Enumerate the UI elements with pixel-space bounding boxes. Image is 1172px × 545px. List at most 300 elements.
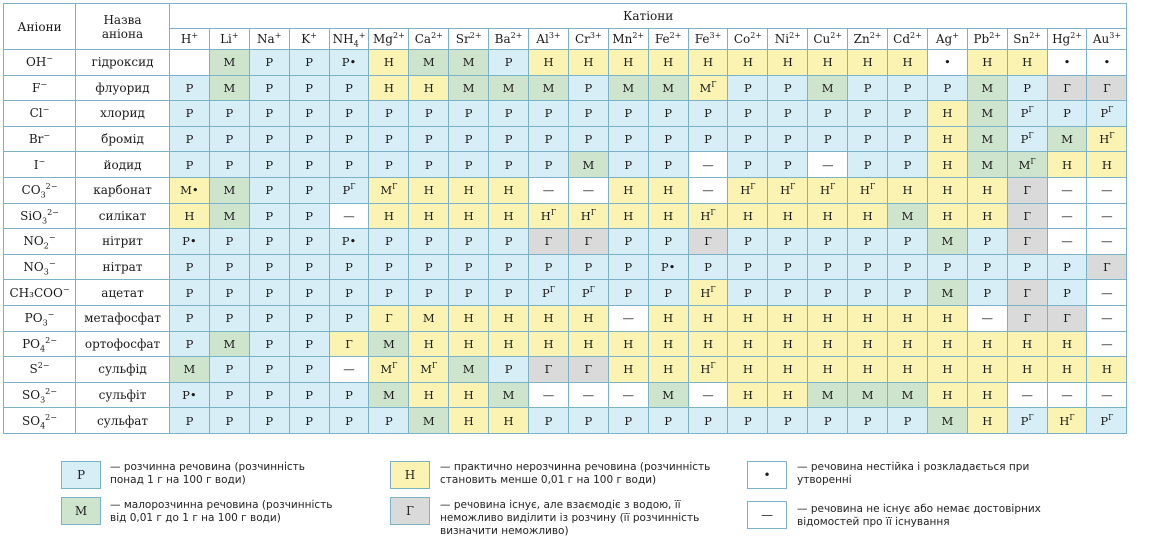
solubility-cell: Н	[808, 305, 848, 331]
solubility-cell: Н	[728, 305, 768, 331]
solubility-cell: —	[1087, 305, 1127, 331]
solubility-cell: Г	[1087, 75, 1127, 101]
solubility-cell: Р	[888, 229, 928, 255]
solubility-cell: Р	[608, 280, 648, 306]
cation-header: $Au^{3+}$	[1087, 29, 1127, 50]
cation-header: $Cr^{3+}$	[568, 29, 608, 50]
solubility-cell: Р	[1007, 75, 1047, 101]
solubility-cell: $Р^Г$	[1087, 408, 1127, 434]
solubility-cell: Р	[489, 101, 529, 127]
solubility-cell: Р	[329, 152, 369, 178]
solubility-cell: Р	[888, 408, 928, 434]
solubility-cell: Р	[289, 408, 329, 434]
solubility-cell: Р	[848, 152, 888, 178]
solubility-cell: Р	[888, 254, 928, 280]
solubility-cell: М	[170, 357, 210, 383]
solubility-cell: Н	[768, 203, 808, 229]
anion-name: сульфіт	[76, 382, 170, 408]
solubility-cell: Н	[728, 382, 768, 408]
solubility-cell: Н	[927, 177, 967, 203]
solubility-cell: Н	[848, 50, 888, 76]
solubility-cell: Р	[728, 126, 768, 152]
solubility-cell: Н	[808, 203, 848, 229]
solubility-cell: Р•	[329, 50, 369, 76]
solubility-cell: —	[1047, 382, 1087, 408]
solubility-cell: —	[688, 152, 728, 178]
solubility-cell: $Р^Г$	[1007, 101, 1047, 127]
solubility-cell: Н	[449, 177, 489, 203]
solubility-cell: Р	[449, 280, 489, 306]
solubility-cell: Н	[967, 408, 1007, 434]
solubility-cell: Р	[209, 280, 249, 306]
solubility-cell: Н	[170, 203, 210, 229]
solubility-cell: Р	[1047, 101, 1087, 127]
anion-formula: $NO_3^-$	[4, 254, 76, 280]
cation-header: $Sr^{2+}$	[449, 29, 489, 50]
solubility-cell: Н	[888, 331, 928, 357]
anion-formula: I−	[4, 152, 76, 178]
solubility-cell: Г	[1007, 229, 1047, 255]
anion-name: гідроксид	[76, 50, 170, 76]
solubility-cell: М	[808, 382, 848, 408]
legend-text-soluble: — розчинна речовина (розчинність понад 1 г на 100 г води)	[110, 461, 305, 486]
anion-formula: $PO_3^-$	[4, 305, 76, 331]
solubility-cell: Р	[249, 229, 289, 255]
solubility-cell: Р	[768, 152, 808, 178]
solubility-cell: Р	[568, 101, 608, 127]
solubility-cell: Р	[209, 101, 249, 127]
solubility-cell: Г	[688, 229, 728, 255]
anion-formula: SiO$_3^{2-}$	[4, 203, 76, 229]
solubility-cell: Р	[289, 101, 329, 127]
solubility-cell: Р	[568, 75, 608, 101]
solubility-cell: Н	[529, 331, 569, 357]
solubility-cell: —	[688, 177, 728, 203]
solubility-cell: Н	[449, 203, 489, 229]
legend-symbol-insoluble: Н	[390, 461, 430, 489]
solubility-cell: Н	[927, 126, 967, 152]
legend-text-unstable: — речовина нестійка і розкладається при утворенні	[797, 461, 1030, 486]
solubility-cell: —	[568, 382, 608, 408]
cations-header: Катіони	[170, 4, 1127, 29]
solubility-cell: Р	[568, 254, 608, 280]
solubility-cell: $Н^Г$	[848, 177, 888, 203]
solubility-cell: Р	[369, 254, 409, 280]
solubility-cell: М	[449, 50, 489, 76]
solubility-cell: Н	[608, 50, 648, 76]
solubility-cell: Р	[848, 75, 888, 101]
solubility-cell: Н	[409, 203, 449, 229]
solubility-cell: —	[1087, 203, 1127, 229]
solubility-cell: Р	[449, 126, 489, 152]
solubility-cell: Р	[249, 408, 289, 434]
solubility-cell: Н	[768, 50, 808, 76]
cation-header: Li+	[209, 29, 249, 50]
solubility-cell: Н	[967, 50, 1007, 76]
cation-header: $Al^{3+}$	[529, 29, 569, 50]
solubility-cell: Р	[728, 101, 768, 127]
solubility-cell: Н	[927, 357, 967, 383]
solubility-cell: —	[608, 382, 648, 408]
anion-name: карбонат	[76, 177, 170, 203]
solubility-cell: М	[529, 75, 569, 101]
anion-formula: Br−	[4, 126, 76, 152]
solubility-cell: Р	[728, 280, 768, 306]
anion-name: ацетат	[76, 280, 170, 306]
anion-formula: $NO_2^-$	[4, 229, 76, 255]
solubility-cell: Р	[289, 126, 329, 152]
solubility-cell: Н	[927, 203, 967, 229]
solubility-cell: Г	[568, 357, 608, 383]
solubility-cell: М	[209, 177, 249, 203]
solubility-cell: М	[489, 75, 529, 101]
solubility-cell: Р	[170, 101, 210, 127]
solubility-cell: М	[648, 75, 688, 101]
solubility-cell: Р•	[170, 229, 210, 255]
solubility-cell: Н	[648, 331, 688, 357]
anion-name: флуорид	[76, 75, 170, 101]
solubility-cell: Р	[449, 101, 489, 127]
solubility-cell: Р	[768, 75, 808, 101]
solubility-cell: $Р^Г$	[568, 280, 608, 306]
solubility-cell: Р	[967, 280, 1007, 306]
anion-name: метафосфат	[76, 305, 170, 331]
solubility-cell: Р	[369, 126, 409, 152]
solubility-cell: Р	[489, 152, 529, 178]
solubility-cell: Р	[249, 254, 289, 280]
solubility-cell: Р	[808, 101, 848, 127]
solubility-cell: Н	[768, 382, 808, 408]
solubility-cell: Н	[967, 203, 1007, 229]
solubility-cell: Р	[369, 229, 409, 255]
solubility-cell: М	[449, 357, 489, 383]
anion-formula: F−	[4, 75, 76, 101]
anion-formula: Cl−	[4, 101, 76, 127]
solubility-cell: Р	[529, 408, 569, 434]
solubility-cell: М	[409, 50, 449, 76]
anion-name: ортофосфат	[76, 331, 170, 357]
cation-header: $Co^{2+}$	[728, 29, 768, 50]
solubility-cell: М	[369, 382, 409, 408]
solubility-cell: Р	[289, 305, 329, 331]
solubility-cell: Г	[1047, 305, 1087, 331]
solubility-cell: Р	[329, 101, 369, 127]
solubility-cell: Р	[648, 408, 688, 434]
solubility-cell: Р	[1047, 254, 1087, 280]
solubility-cell: Р	[888, 75, 928, 101]
solubility-cell: $Р^Г$	[1007, 408, 1047, 434]
solubility-cell: —	[1047, 203, 1087, 229]
solubility-cell: $Н^Г$	[808, 177, 848, 203]
solubility-cell: Н	[1087, 152, 1127, 178]
solubility-cell: Р	[329, 280, 369, 306]
solubility-cell: Р	[808, 126, 848, 152]
cation-header: $Fe^{2+}$	[648, 29, 688, 50]
solubility-cell: Г	[369, 305, 409, 331]
cation-header: $Cd^{2+}$	[888, 29, 928, 50]
solubility-cell: Р	[170, 408, 210, 434]
solubility-cell: Г	[568, 229, 608, 255]
solubility-cell: Р	[249, 152, 289, 178]
solubility-cell: Р	[209, 357, 249, 383]
solubility-cell: $М^Г$	[688, 75, 728, 101]
solubility-cell: Р	[409, 229, 449, 255]
solubility-cell: Р	[768, 254, 808, 280]
cation-header: $Hg^{2+}$	[1047, 29, 1087, 50]
solubility-cell: Н	[688, 50, 728, 76]
solubility-cell: Р	[209, 382, 249, 408]
solubility-cell: Р	[967, 229, 1007, 255]
solubility-cell: Н	[848, 305, 888, 331]
solubility-cell: М	[449, 75, 489, 101]
solubility-cell: $Н^Г$	[688, 203, 728, 229]
solubility-cell: —	[1087, 229, 1127, 255]
solubility-cell: $М^Г$	[1007, 152, 1047, 178]
solubility-cell: Н	[728, 357, 768, 383]
solubility-cell: Р	[249, 101, 289, 127]
solubility-cell: Р	[409, 101, 449, 127]
cation-header: H+	[170, 29, 210, 50]
solubility-cell: Р	[489, 280, 529, 306]
solubility-cell: М	[927, 229, 967, 255]
solubility-cell: М	[888, 382, 928, 408]
solubility-cell: Р	[967, 254, 1007, 280]
solubility-cell: $Р^Г$	[1007, 126, 1047, 152]
solubility-cell: Р	[728, 75, 768, 101]
solubility-cell: Н	[927, 305, 967, 331]
solubility-cell: Р	[888, 126, 928, 152]
solubility-cell: Р	[170, 75, 210, 101]
solubility-cell: Н	[409, 75, 449, 101]
solubility-cell: М•	[170, 177, 210, 203]
solubility-cell: Р	[688, 254, 728, 280]
solubility-cell: Н	[489, 305, 529, 331]
solubility-cell: Н	[489, 408, 529, 434]
cation-header: $Zn^{2+}$	[848, 29, 888, 50]
solubility-cell: Р	[768, 280, 808, 306]
solubility-cell: Р	[888, 280, 928, 306]
solubility-cell: Н	[688, 305, 728, 331]
solubility-cell: М	[967, 75, 1007, 101]
solubility-cell: Р	[608, 126, 648, 152]
solubility-cell: Г	[1087, 254, 1127, 280]
cation-header: $Pb^{2+}$	[967, 29, 1007, 50]
cation-header: $Ni^{2+}$	[768, 29, 808, 50]
solubility-cell: Р	[249, 126, 289, 152]
solubility-cell: Р	[608, 408, 648, 434]
cation-header: $Sn^{2+}$	[1007, 29, 1047, 50]
solubility-cell: Н	[449, 331, 489, 357]
solubility-cell: $Н^Г$	[568, 203, 608, 229]
solubility-cell: Р	[529, 254, 569, 280]
solubility-cell: М	[209, 203, 249, 229]
cation-header: $Mg^{2+}$	[369, 29, 409, 50]
anion-name: силікат	[76, 203, 170, 229]
solubility-cell: Р	[409, 126, 449, 152]
solubility-cell: Н	[608, 177, 648, 203]
solubility-cell: $Н^Г$	[529, 203, 569, 229]
solubility-cell: Н	[888, 305, 928, 331]
anion-formula: $PO_4^{2-}$	[4, 331, 76, 357]
solubility-cell: Н	[529, 50, 569, 76]
solubility-cell: Р	[170, 152, 210, 178]
solubility-cell: —	[529, 382, 569, 408]
solubility-cell: —	[1087, 177, 1127, 203]
solubility-cell: Р	[249, 203, 289, 229]
solubility-cell: Р	[209, 229, 249, 255]
solubility-cell: Н	[888, 177, 928, 203]
solubility-cell: Р	[768, 229, 808, 255]
solubility-cell: Р	[170, 280, 210, 306]
solubility-cell: Р	[209, 126, 249, 152]
anion-formula: $CO_3^{2-}$	[4, 177, 76, 203]
solubility-cell: Р	[808, 254, 848, 280]
solubility-cell: Р	[289, 152, 329, 178]
legend-text-slightly-soluble: — малорозчинна речовина (розчинність від 0,01 г до 1 г на 100 г води)	[110, 499, 333, 524]
anion-formula: CH₃COO−	[4, 280, 76, 306]
solubility-cell: Р	[249, 177, 289, 203]
solubility-cell: Н	[409, 331, 449, 357]
solubility-cell: М	[927, 408, 967, 434]
solubility-cell: Н	[808, 331, 848, 357]
solubility-cell: Р	[289, 177, 329, 203]
anion-name: йодид	[76, 152, 170, 178]
solubility-cell: М	[409, 305, 449, 331]
solubility-cell: Н	[808, 357, 848, 383]
anion-name-header-line2: аніона	[101, 26, 144, 41]
solubility-cell: Н	[728, 50, 768, 76]
solubility-cell: М	[888, 203, 928, 229]
solubility-cell: $Н^Г$	[768, 177, 808, 203]
solubility-cell: Р	[768, 126, 808, 152]
solubility-cell: $Н^Г$	[728, 177, 768, 203]
solubility-cell: Р	[648, 126, 688, 152]
solubility-cell: Р	[489, 254, 529, 280]
solubility-cell: •	[1047, 50, 1087, 76]
solubility-cell: Г	[1047, 75, 1087, 101]
solubility-cell: Р	[289, 203, 329, 229]
solubility-cell: Н	[967, 382, 1007, 408]
solubility-cell: Н	[927, 382, 967, 408]
solubility-cell: М	[648, 382, 688, 408]
solubility-cell: —	[1087, 331, 1127, 357]
solubility-cell: Р	[329, 305, 369, 331]
solubility-cell: Н	[927, 101, 967, 127]
solubility-cell: Р	[170, 254, 210, 280]
cation-header: $Mn^{2+}$	[608, 29, 648, 50]
solubility-cell: Н	[369, 75, 409, 101]
solubility-cell: Н	[768, 305, 808, 331]
solubility-cell: Р	[608, 254, 648, 280]
solubility-cell: Н	[568, 305, 608, 331]
solubility-cell: Н	[888, 50, 928, 76]
solubility-cell: —	[1087, 382, 1127, 408]
solubility-cell: Р	[209, 152, 249, 178]
anion-formula: $SO_4^{2-}$	[4, 408, 76, 434]
solubility-cell: Н	[409, 382, 449, 408]
solubility-cell: $Н^Г$	[1047, 408, 1087, 434]
solubility-cell: Р	[289, 382, 329, 408]
solubility-cell: Р	[688, 408, 728, 434]
anion-name: нітрит	[76, 229, 170, 255]
legend-symbol-not-exist: —	[747, 501, 787, 529]
solubility-cell: М	[369, 331, 409, 357]
solubility-cell: Р	[409, 254, 449, 280]
solubility-cell: Р•	[648, 254, 688, 280]
solubility-cell: Р	[848, 229, 888, 255]
solubility-cell: $М^Г$	[409, 357, 449, 383]
anion-name: хлорид	[76, 101, 170, 127]
solubility-cell: Р	[329, 382, 369, 408]
solubility-cell: $М^Г$	[369, 357, 409, 383]
solubility-cell: —	[329, 203, 369, 229]
solubility-cell: Р	[808, 280, 848, 306]
solubility-cell: Р	[728, 254, 768, 280]
solubility-cell: Р	[409, 152, 449, 178]
solubility-cell: Р	[369, 152, 409, 178]
solubility-cell: Р	[529, 152, 569, 178]
solubility-cell: М	[409, 408, 449, 434]
solubility-cell: Н	[568, 331, 608, 357]
solubility-cell: Р	[688, 101, 728, 127]
solubility-cell: —	[568, 177, 608, 203]
solubility-cell: —	[329, 357, 369, 383]
solubility-cell: Р	[648, 101, 688, 127]
solubility-cell: М	[489, 382, 529, 408]
solubility-cell: Н	[369, 203, 409, 229]
solubility-cell: Р	[808, 408, 848, 434]
solubility-cell: Н	[648, 177, 688, 203]
anions-header: Аніони	[4, 4, 76, 50]
solubility-cell: Р	[688, 126, 728, 152]
solubility-cell: —	[608, 305, 648, 331]
solubility-cell: Р	[209, 305, 249, 331]
cation-header: $Fe^{3+}$	[688, 29, 728, 50]
anion-name-header-line1: Назва	[103, 12, 142, 27]
solubility-cell: Н	[1007, 357, 1047, 383]
solubility-cell: —	[967, 305, 1007, 331]
solubility-cell: Н	[489, 203, 529, 229]
cation-header: $Ba^{2+}$	[489, 29, 529, 50]
solubility-cell: Р	[568, 408, 608, 434]
solubility-cell: Р	[449, 254, 489, 280]
solubility-cell: Р	[768, 101, 808, 127]
solubility-cell: Н	[848, 331, 888, 357]
solubility-cell: Н	[848, 203, 888, 229]
solubility-cell: Р	[728, 152, 768, 178]
solubility-cell: —	[688, 382, 728, 408]
solubility-cell: Р	[289, 357, 329, 383]
solubility-cell: Р	[329, 126, 369, 152]
solubility-cell: Р	[289, 254, 329, 280]
solubility-cell: М	[209, 50, 249, 76]
solubility-cell: Р	[249, 280, 289, 306]
solubility-cell: Р	[249, 357, 289, 383]
solubility-cell: $Н^Г$	[688, 357, 728, 383]
solubility-cell: Н	[1047, 152, 1087, 178]
solubility-cell: Р	[170, 305, 210, 331]
anion-name: сульфат	[76, 408, 170, 434]
solubility-cell: Р	[170, 126, 210, 152]
solubility-cell: Н	[808, 50, 848, 76]
solubility-cell: Н	[568, 50, 608, 76]
solubility-cell: Р	[808, 229, 848, 255]
legend-text-insoluble: — практично нерозчинна речовина (розчинність становить менше 0,01 г на 100 г води)	[440, 461, 711, 486]
solubility-cell: Р	[608, 229, 648, 255]
solubility-cell: Р	[608, 152, 648, 178]
solubility-cell: Р	[1047, 280, 1087, 306]
solubility-cell: Р	[249, 305, 289, 331]
